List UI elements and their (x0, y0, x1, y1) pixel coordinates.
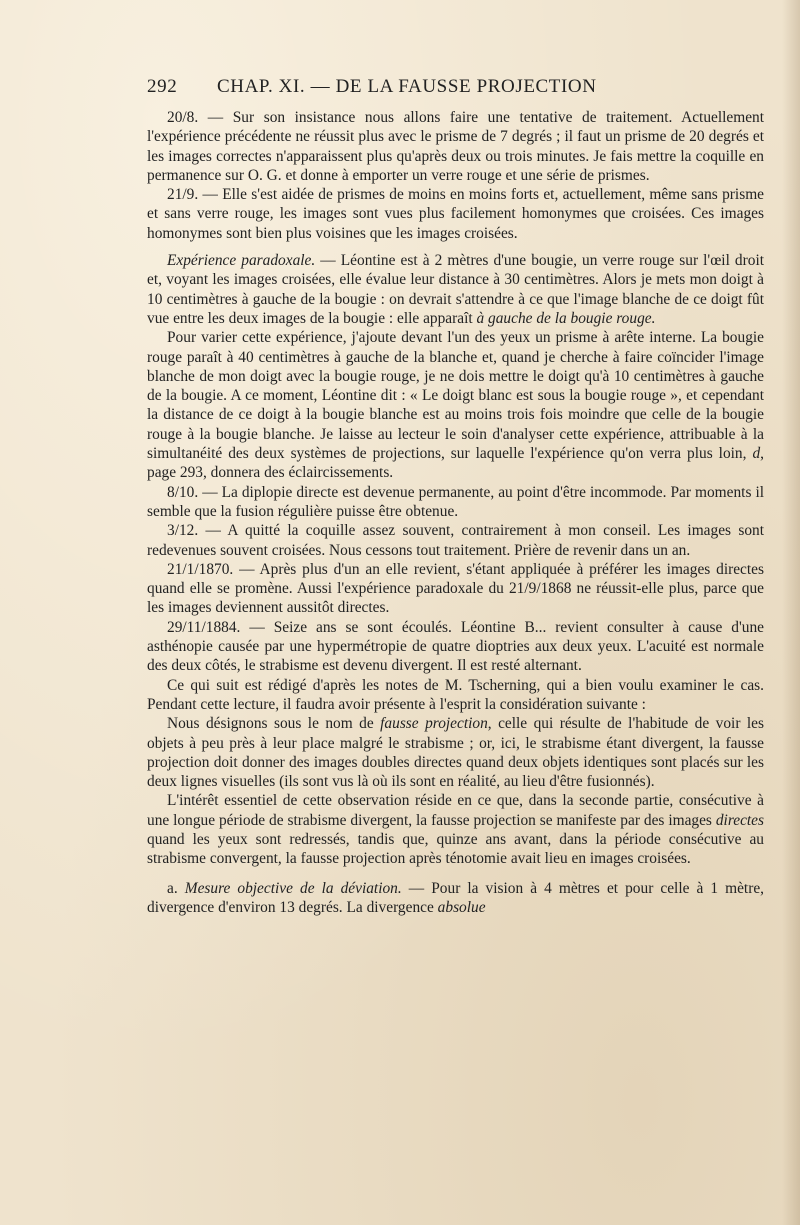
text-run: a. (167, 879, 185, 897)
paragraph (147, 328, 764, 482)
text-run: Pour varier cette expérience, j'ajoute devant l'un des yeux un prisme à arête interne. La bougie rouge paraît à 40 centimètres à gauche de la blanche et, quand je cherche à faire coïncider l'image blanche de mon doigt avec la bougie rouge, je ne dois mettre le doigt qu'à 10 centimètres à gauche de la bougie. A ce moment, Léontine dit : « Le doigt blanc est sous la bougie rouge », et cependant la distance de ce doigt à la bougie blanche est au moins trois fois moindre que celle de la bougie rouge à la bougie blanche. Je laisse au lecteur le soin d'analyser cette expérience, attribuable à la simultanéité des deux systèmes de projections, sur laquelle l'expérience qu'on verra plus loin, (147, 329, 764, 463)
paragraph (147, 521, 764, 560)
chapter-title: CHAP. XI. — DE LA FAUSSE PROJECTION (217, 76, 597, 97)
text-run: Nous désignons sous le nom de (167, 715, 381, 733)
body-text (147, 108, 764, 917)
text-run: , page 293, donnera des éclaircissements. (147, 445, 764, 482)
text-run: 8/10. — La diplopie directe est devenue permanente, au point d'être incommode. Par moments il semble que la fusion régulière puisse être obtenue. (147, 483, 764, 520)
text-run: Ce qui suit est rédigé d'après les notes de M. Tscherning, qui a bien voulu examiner le cas. Pendant cette lecture, il faudra avoir présente à l'esprit la considération suivante : (147, 676, 764, 713)
page-edge-shadow (782, 0, 800, 1225)
text-run: , celle qui résulte de l'habitude de voir les objets à peu près à leur place malgré le strabisme ; or, ici, le strabisme étant divergent, la fausse projection doit donner des images doubles directes quand deux objets identiques sont placés sur les deux lignes visuelles (ils sont vus là où ils sont en réalité, au lieu d'être fusionnés). (147, 715, 764, 791)
paragraph (147, 108, 764, 185)
text-run: L'intérêt essentiel de cette observation réside en ce que, dans la seconde partie, consécutive à une longue période de strabisme divergent, la fausse projection se manifeste par des images (147, 792, 764, 829)
text-run: — Léontine est à 2 mètres d'une bougie, un verre rouge sur l'œil droit et, voyant les images croisées, elle évalue leur distance à 30 centimètres. Alors je mets mon doigt à 10 centimètres à gauche de la bougie : on devrait s'attendre à ce que l'image blanche de ce doigt fût vue entre les deux images de la bougie : elle apparaît (147, 252, 764, 327)
text-run: 20/8. — Sur son insistance nous allons faire une tentative de traitement. Actuellement l'expérience précédente ne réussit plus avec le prisme de 7 degrés ; il faut un prisme de 20 degrés et les images correctes n'apparaissent plus qu'après deux ou trois minutes. Je fais mettre la coquille en permanence sur O. G. et donne à emporter un verre rouge et une série de prismes. (147, 109, 764, 184)
running-head (147, 76, 764, 98)
italic-text: directes (715, 811, 764, 829)
text-run: quand les yeux sont redressés, tandis que, quinze ans avant, dans la période consécutive au strabisme convergent, la fausse projection après ténotomie avait lieu en images croisées. (147, 830, 764, 868)
paragraph (147, 791, 764, 868)
text-run: 21/9. — Elle s'est aidée de prismes de moins en moins forts et, actuellement, même sans prisme et sans verre rouge, les images sont vues plus facilement homonymes que croisées. Ces images homonymes sont bien plus voisines que les images croisées. (147, 186, 764, 242)
paragraph (147, 618, 764, 676)
paragraph (147, 676, 764, 715)
paragraph (147, 483, 764, 522)
italic-text: Mesure objective de la déviation. (184, 879, 402, 897)
text-run: — Pour la vision à 4 mètres et pour celle à 1 mètre, divergence d'environ 13 degrés. La divergence (147, 879, 765, 916)
text-run: 21/1/1870. — Après plus d'un an elle revient, s'étant appliquée à préférer les images directes quand elle se promène. Aussi l'expérience paradoxale du 21/9/1868 ne réussit-elle plus, parce que les images deviennent aussitôt directes. (147, 560, 764, 617)
paragraph (147, 251, 764, 328)
italic-text: d (752, 445, 761, 463)
italic-text: fausse projection (380, 715, 488, 733)
italic-text: absolue (437, 898, 486, 916)
book-page (147, 76, 764, 917)
text-run: 29/11/1884. — Seize ans se sont écoulés. Léontine B... revient consulter à cause d'une asthénopie causée par une hypermétropie de quatre dioptries aux deux yeux. L'acuité est normale des deux côtés, le strabisme est devenu divergent. Il est resté alternant. (147, 618, 764, 675)
page-number: 292 (147, 76, 178, 97)
italic-text: Expérience paradoxale. (167, 252, 316, 270)
paragraph (147, 185, 764, 243)
text-run: 3/12. — A quitté la coquille assez souvent, contrairement à mon conseil. Les images sont redevenues souvent croisées. Nous cessons tout traitement. Prière de revenir dans un an. (147, 522, 764, 559)
paragraph (147, 560, 764, 618)
paragraph (147, 879, 764, 918)
italic-text: à gauche de la bougie rouge. (476, 309, 656, 327)
paragraph (147, 714, 764, 791)
